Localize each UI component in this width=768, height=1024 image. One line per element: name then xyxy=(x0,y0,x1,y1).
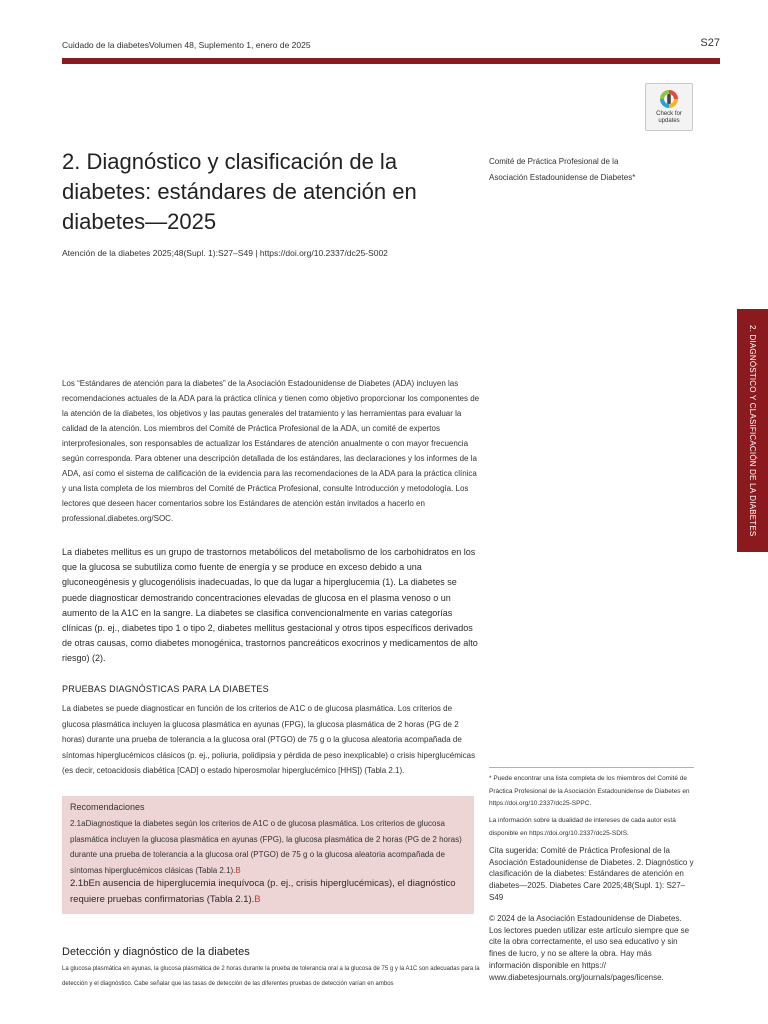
author-block xyxy=(489,154,669,186)
running-head: Cuidado de la diabetesVolumen 48, Suplemento 1, enero de 2025 xyxy=(62,40,311,50)
footnote-suggested-citation: Cita sugerida: Comité de Práctica Profesional de la Asociación Estadounidense de Diabetes. 2. Diagnóstico y clasificación de la diabetes: Estándares de atención en diabetes—2025. Diabetes Care 2025;48(Supl. 1): S27–S49 xyxy=(489,846,694,902)
intro-paragraph: La diabetes mellitus es un grupo de trastornos metabólicos del metabolismo de los carbohidratos en los que la glucosa se subutiliza como fuente de energía y se produce en exceso debido a una gluconeogénesis y glucogenólisis inadecuadas, lo que da lugar a hiperglucemia (1). La diabetes se puede diagnosticar demostrando concentraciones elevadas de glucosa en el plasma venoso o un aumento de la A1C en la sangre. La diabetes se clasifica convencionalmente en varias categorías clínicas (p. ej., diabetes tipo 1 o tipo 2, diabetes mellitus gestacional y otros tipos específicos derivados de otras causas, como diabetes monogénica, trastornos pancreáticos exocrinos y medicamentos de alto riesgo) (2). xyxy=(62,547,478,664)
section-side-tab xyxy=(737,309,768,552)
badge-label-line1: Check for xyxy=(656,111,682,117)
footnote-rule xyxy=(489,767,694,768)
subsection-body-detection: La glucosa plasmática en ayunas, la glucosa plasmática de 2 horas durante la prueba de tolerancia oral a la glucosa de 75 g y la A1C son adecuadas para la detección y el diagnóstico. Cabe señalar que las tasas de detección de las diferentes pruebas de detección varían en ambos xyxy=(62,966,480,987)
check-for-updates-badge[interactable] xyxy=(645,83,693,131)
recommendations-box xyxy=(62,796,474,914)
evidence-grade-2-1a: B xyxy=(235,865,241,875)
author-line-2: Asociación Estadounidense de Diabetes* xyxy=(489,173,636,182)
page-number: S27 xyxy=(700,37,720,49)
footnote-committee: * Puede encontrar una lista completa de los miembros del Comité de Práctica Profesional de la Asociación Estadounidense de Diabetes en https://doi.org/10.2337/dc25-SPPC. xyxy=(489,775,690,807)
badge-label-line2: updates xyxy=(658,117,680,124)
abstract-paragraph: Los “Estándares de atención para la diabetes” de la Asociación Estadounidense de Diabetes (ADA) incluyen las recomendaciones actuales de la ADA para la práctica clínica y tienen como objetivo proporcionar los componentes de la atención de la diabetes, los objetivos y las pautas generales del tratamiento y las herramientas para evaluar la calidad de la atención. Los miembros del Comité de Práctica Profesional de la ADA, un comité de expertos interprofesionales, son responsables de actualizar los Estándares de atención anualmente o con mayor frecuencia según corresponda. Para obtener una descripción detallada de los estándares, las declaraciones y los informes de la ADA, así como el sistema de calificación de la evidencia para las recomendaciones de la ADA para la práctica clínica y una lista completa de los miembros del Comité de Práctica Profesional, consulte Introducción y metodología. Los lectores que deseen hacer comentarios sobre los Estándares de atención están invitados a hacerlo en professional.diabetes.org/SOC. xyxy=(62,379,480,523)
subsection-heading-detection: Detección y diagnóstico de la diabetes xyxy=(62,946,250,958)
article-citation[interactable]: Atención de la diabetes 2025;48(Supl. 1):S27–S49 | https://doi.org/10.2337/dc25-S002 xyxy=(62,248,388,258)
side-tab-label: 2. DIAGNÓSTICO Y CLASIFICACIÓN DE LA DIABETES xyxy=(748,324,757,537)
section-body-diagnostic-tests: La diabetes se puede diagnosticar en función de los criterios de A1C o de glucosa plasmática. Los criterios de glucosa plasmática incluyen la glucosa plasmática en ayunas (FPG), la glucosa plasmática de 2 horas (PG de 2 horas) durante una prueba de tolerancia a la glucosa oral (PTGO) de 75 g o la glucosa aleatoria acompañada de síntomas hiperglucémicos clásicos (p. ej., poliuria, polidipsia y pérdida de peso inexplicable) o crisis hiperglucémicas (es decir, cetoacidosis diabética [CAD] o estado hiperosmolar hiperglucémico [HHS]) (Tabla 2.1). xyxy=(62,704,476,776)
evidence-grade-2-1b: B xyxy=(254,893,261,905)
recommendation-2-1b-text: 2.1bEn ausencia de hiperglucemia inequívoca (p. ej., crisis hiperglucémicas), el diagnóstico requiere pruebas confirmatorias (Tabla 2.1). xyxy=(70,878,456,905)
footnote-duality: La información sobre la dualidad de intereses de cada autor está disponible en https://doi.org/10.2337/dc25-SDIS. xyxy=(489,817,676,837)
recommendation-2-1a xyxy=(70,816,468,878)
badge-label xyxy=(656,111,682,124)
recommendations-title: Recomendaciones xyxy=(70,802,145,812)
header-rule xyxy=(62,58,720,64)
author-line-1: Comité de Práctica Profesional de la xyxy=(489,157,619,166)
recommendation-2-1b xyxy=(70,876,468,907)
recommendation-2-1a-text: 2.1aDiagnostique la diabetes según los criterios de A1C o de glucosa plasmática. Los criterios de glucosa plasmática incluyen la glucosa plasmática en ayunas (FPG), la glucosa plasmática de 2 horas (PG de 2 horas) durante una prueba de tolerancia a la glucosa oral (PTGO) de 75 g o la glucosa aleatoria acompañada de síntomas hiperglucémicos clásicas (Tabla 2.1). xyxy=(70,819,462,875)
check-for-updates-icon xyxy=(658,88,680,110)
article-title: 2. Diagnóstico y clasificación de la diabetes: estándares de atención en diabetes—2025 xyxy=(62,149,417,234)
section-heading-diagnostic-tests: PRUEBAS DIAGNÓSTICAS PARA LA DIABETES xyxy=(62,684,269,694)
footnote-copyright: © 2024 de la Asociación Estadounidense de Diabetes. Los lectores pueden utilizar este artículo siempre que se cite la obra correctamente, el uso sea educativo y sin fines de lucro, y no se altere la obra. Hay más información disponible en https:// www.diabetesjournals.org/journals/pages/license. xyxy=(489,914,690,982)
